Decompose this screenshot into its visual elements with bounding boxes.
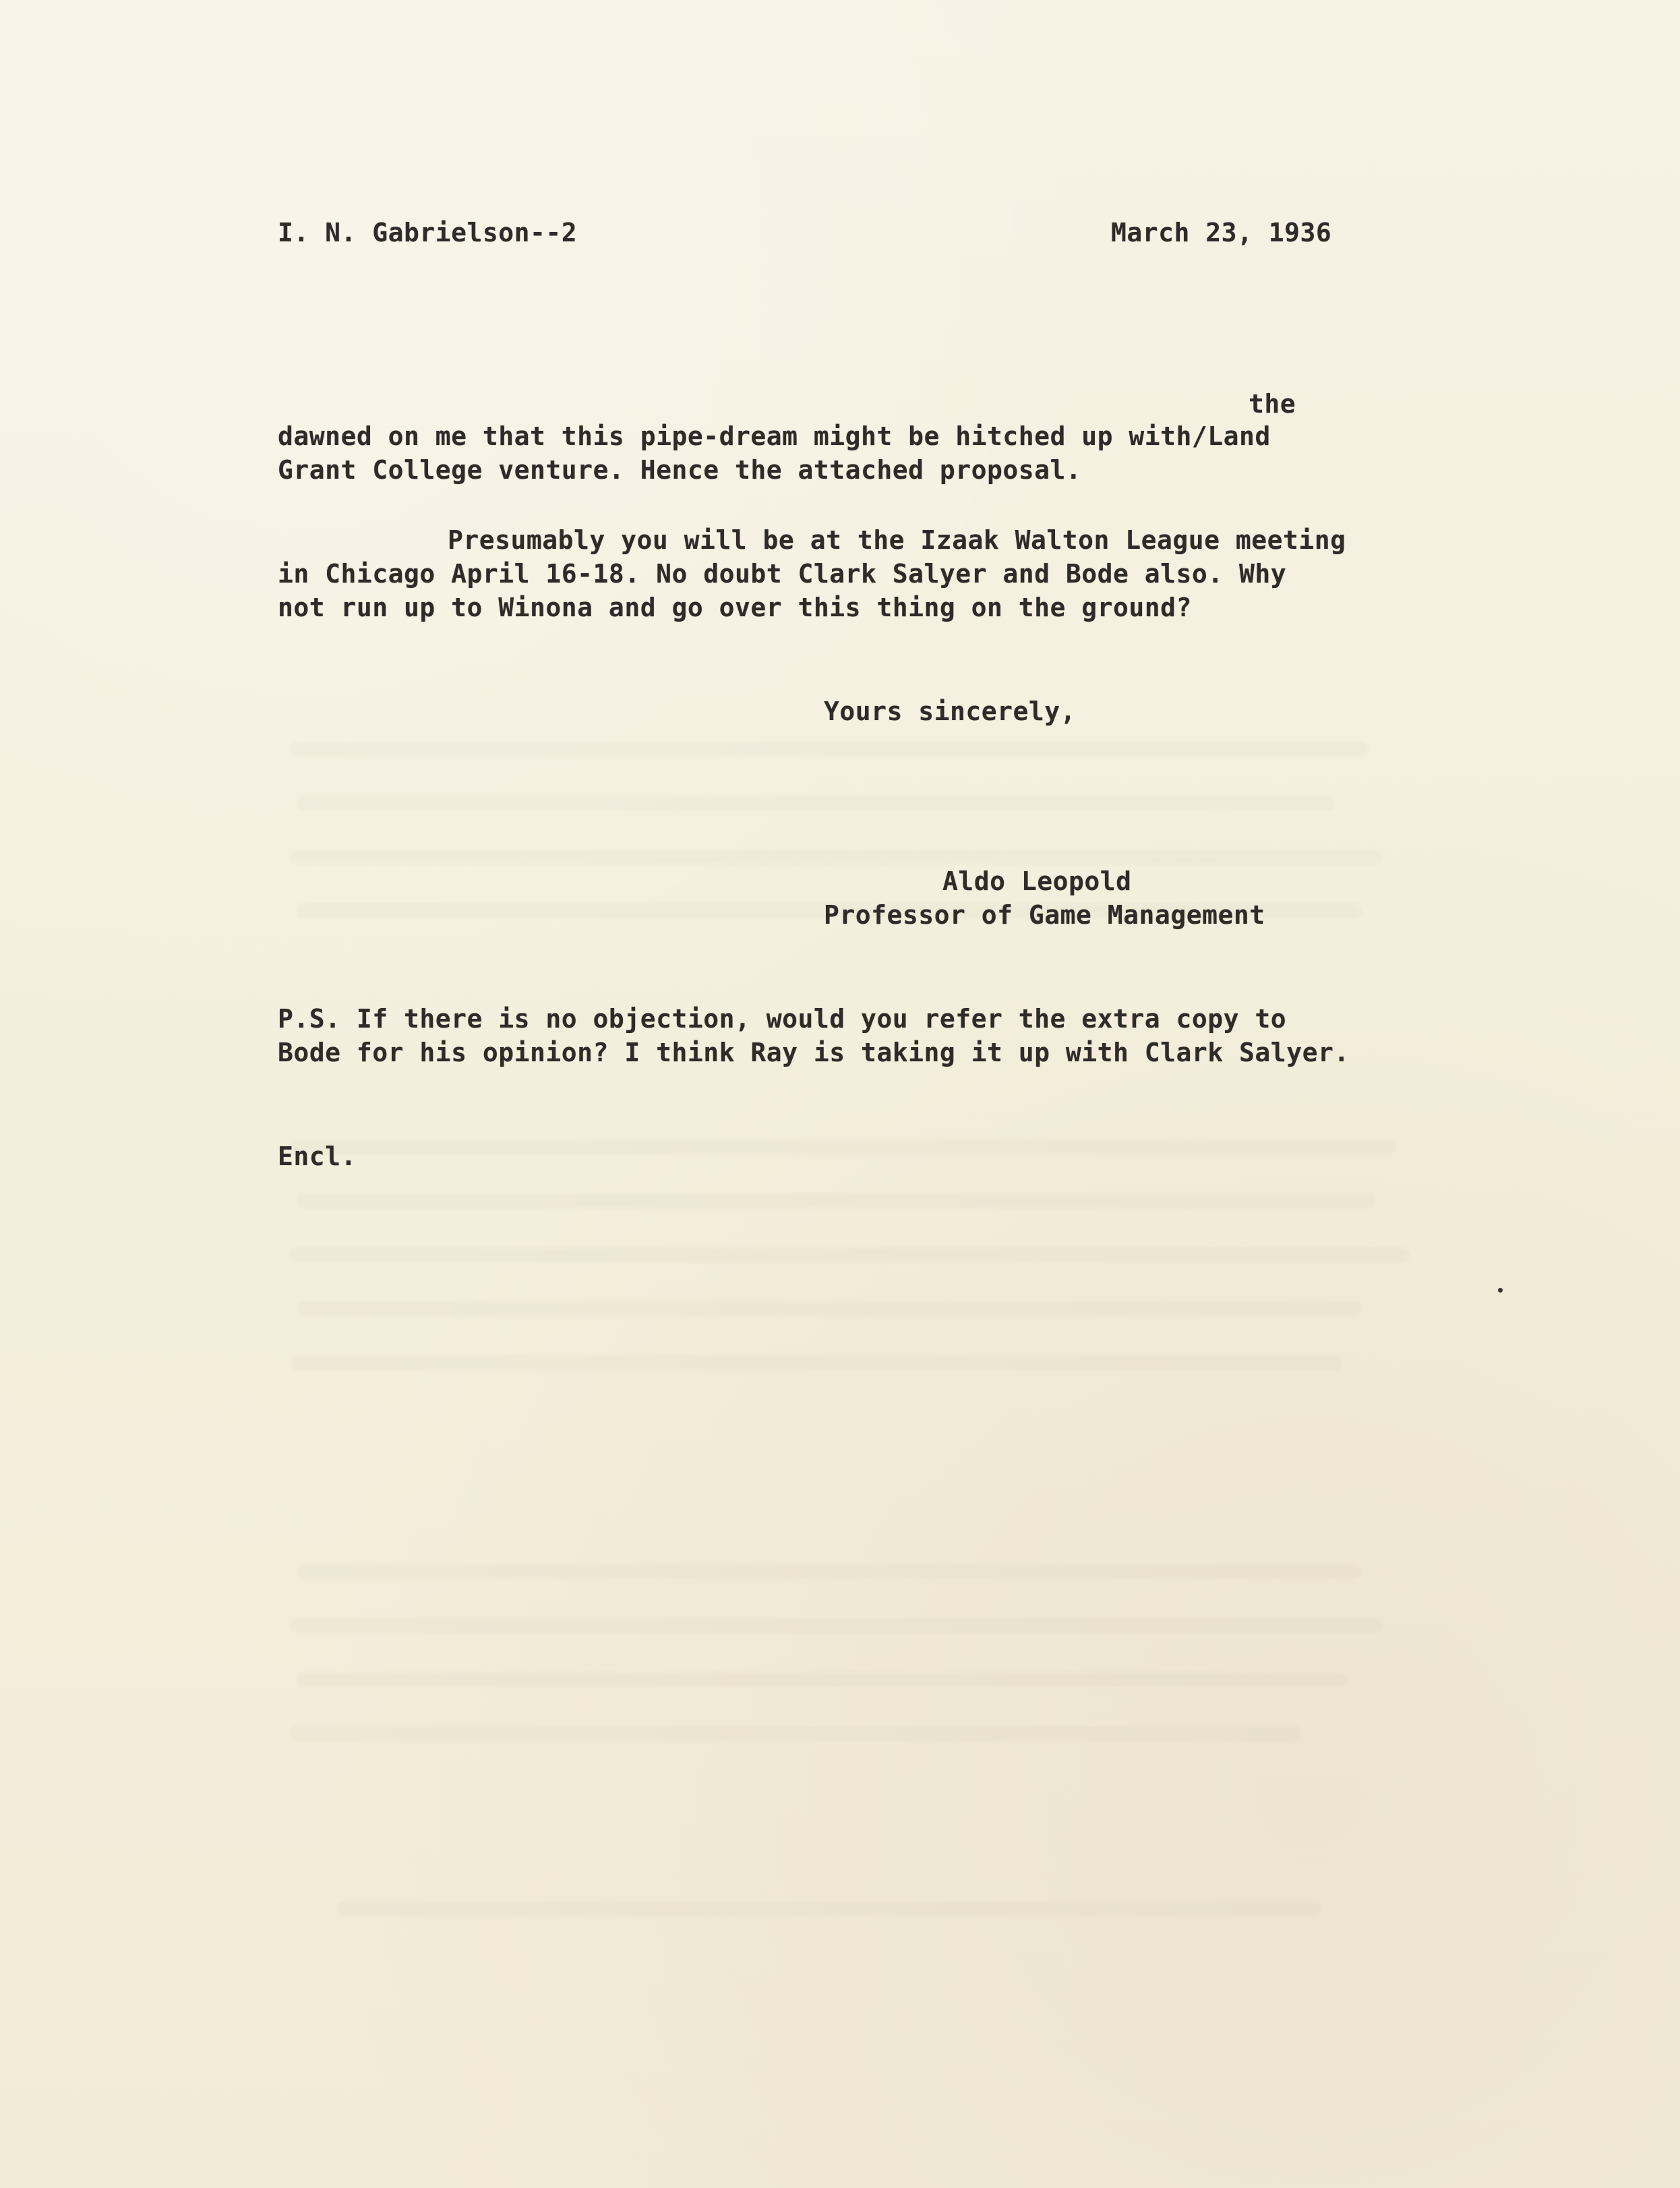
bleed-through-mark	[290, 742, 1369, 757]
bleed-through-mark	[297, 796, 1335, 810]
interlinear-insert: the	[1249, 389, 1296, 419]
signer-name: Aldo Leopold	[942, 866, 1132, 896]
paragraph-2-line-2: in Chicago April 16-18. No doubt Clark Salyer and Bode also. Why	[278, 559, 1287, 589]
bleed-through-mark	[290, 850, 1382, 864]
bleed-through-mark	[290, 1247, 1409, 1262]
bleed-through-mark	[297, 1301, 1362, 1316]
paragraph-1-line-2: Grant College venture. Hence the attached proposal.	[278, 455, 1082, 485]
page-header-date: March 23, 1936	[1111, 218, 1332, 247]
paragraph-1-line-1: dawned on me that this pipe-dream might be hitched up with/Land	[278, 421, 1271, 451]
postscript-line-1: P.S. If there is no objection, would you refer the extra copy to	[278, 1004, 1287, 1034]
enclosure-notation: Encl.	[278, 1142, 357, 1171]
bleed-through-mark	[290, 1140, 1396, 1154]
bleed-through-mark	[297, 1193, 1375, 1208]
paragraph-2-line-3: not run up to Winona and go over this thing on the ground?	[278, 593, 1192, 622]
bleed-through-mark	[290, 1618, 1382, 1633]
bleed-through-mark	[290, 1355, 1342, 1370]
ink-speck	[1498, 1288, 1503, 1293]
closing: Yours sincerely,	[824, 697, 1077, 726]
bleed-through-mark	[290, 1726, 1301, 1741]
bleed-through-mark	[337, 1901, 1321, 1916]
page-header-recipient: I. N. Gabrielson--2	[278, 218, 578, 247]
bleed-through-mark	[297, 1564, 1362, 1579]
paragraph-2-line-1: Presumably you will be at the Izaak Walton League meeting	[448, 525, 1346, 555]
signer-title: Professor of Game Management	[824, 900, 1265, 930]
postscript-line-2: Bode for his opinion? I think Ray is taking it up with Clark Salyer.	[278, 1038, 1350, 1067]
bleed-through-mark	[297, 1672, 1348, 1687]
